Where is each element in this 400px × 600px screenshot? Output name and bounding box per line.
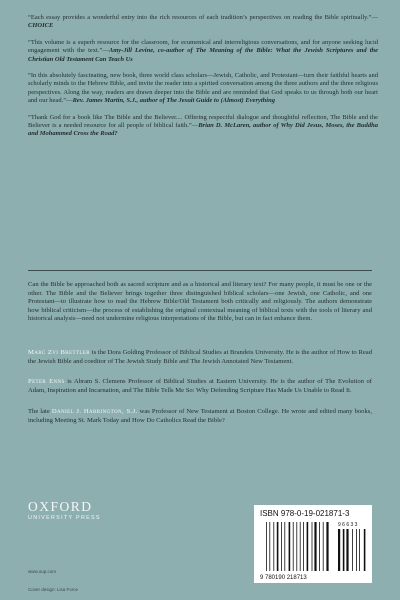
barcode-bar	[323, 522, 324, 571]
barcode-bar	[343, 529, 345, 571]
review-quote-4: “Thank God for a book like The Bible and the Believer.... Offering respectful dialogue and thoughtful reflection, The Bible and the Believer is a needed resource for all people of biblical faith.”—Brian D. McLaren, author of Why Did Jesus, Moses, the Buddha and Mohammed Cross the Road?	[28, 113, 378, 138]
author-name: Daniel J. Harrington, S.J.	[51, 408, 138, 415]
barcode-bar	[364, 529, 366, 571]
barcode-bar	[296, 522, 297, 571]
review-quote-3: “In this absolutely fascinating, new book, three world class scholars—Jewish, Catholic, and Protestant—turn their faithful hearts and scholarly minds to the Hebrew Bible, and invite the reader into a spirited conversation among the three authors and the three religious perspectives. Along the way, readers are drawn deeper into the Bible and are reminded that God speaks to us through both our heart and our head.”—Rev. James Martin, S.J., author of The Jesuit Guide to (Almost) Everything	[28, 72, 378, 105]
barcode-bar	[314, 522, 316, 571]
barcode-graphic	[260, 520, 366, 580]
section-divider	[28, 270, 372, 271]
barcode-bar	[346, 529, 348, 571]
barcode-addon-bars	[338, 529, 365, 571]
barcode-bar	[312, 522, 313, 571]
barcode-bar	[273, 522, 274, 571]
barcode-bar	[284, 522, 285, 571]
book-description: Can the Bible be approached both as sacred scripture and as a historical and literary text? For many people, it must be one or the other. The Bible and the Believer brings together three distinguished biblical scholars—one Jewish, one Catholic, and one Protestant—to illustrate how to read the Hebrew Bible/Old Testament both critically and religiously. The authors demonstrate how biblical criticism—the process of establishing the original contextual meaning of biblical texts with the tools of literary and historical analysis—need not undermine religious interpretations of the Bible, but can in fact enhance them.	[28, 281, 372, 323]
barcode-bar	[356, 529, 357, 571]
author-bio-2: Peter Enns is Abram S. Clemens Professor of Biblical Studies at Eastern University. He is the author of The Evolution of Adam, Inspiration and Incarnation, and The Bible Tells Me So: Why Defending Scripture Has Made Us Unable to Read It.	[28, 378, 372, 394]
barcode-bar	[338, 529, 340, 571]
review-source: Brian D. McLaren, author of Why Did Jesus, Moses, the Buddha and Mohammed Cross the Road?	[28, 122, 378, 138]
barcode-bar	[307, 522, 309, 571]
barcode-bar	[319, 522, 320, 571]
author-bio-1: Marc Zvi Brettler is the Dora Golding Professor of Biblical Studies at Brandeis University. He is the author of How to Read the Jewish Bible and coeditor of The Jewish Study Bible and The Jewish Annotated New Testament.	[28, 349, 372, 365]
isbn-barcode-box	[254, 505, 372, 583]
author-name: Marc Zvi Brettler	[28, 349, 91, 356]
barcode-bar	[303, 522, 304, 571]
review-quotes	[28, 14, 378, 147]
review-source: CHOICE	[28, 22, 54, 30]
barcode-bar	[277, 522, 279, 571]
barcode-bar	[293, 522, 294, 571]
publisher-logo	[28, 500, 118, 521]
barcode-bar	[266, 522, 267, 571]
barcode-bar	[326, 522, 328, 571]
publisher-name: OXFORD	[28, 499, 93, 514]
barcode-digits: 9 780190 218713	[260, 575, 307, 580]
author-name: Peter Enns	[28, 378, 65, 385]
author-bio-3: The late Daniel J. Harrington, S.J. was Professor of New Testament at Boston College. He wrote and edited many books, including Meeting St. Mark Today and How Do Catholics Read the Bible?	[28, 408, 372, 424]
barcode-bar	[300, 522, 301, 571]
barcode-bar	[352, 529, 353, 571]
barcode-bars	[266, 522, 329, 571]
barcode-bar	[269, 522, 270, 571]
publisher-subtitle: UNIVERSITY PRESS	[28, 515, 101, 521]
review-source: Rev. James Martin, S.J., author of The Jesuit Guide to (Almost) Everything	[72, 97, 275, 105]
cover-design-credit: Cover design: Lisa Force	[28, 587, 79, 592]
barcode-bar	[289, 522, 291, 571]
price-code: 9 6 6 3 3	[338, 522, 358, 528]
barcode-bar	[281, 522, 282, 571]
barcode-bar	[359, 529, 360, 571]
review-quote-2: “This volume is a superb resource for the classroom, for ecumenical and interreligious conversations, and for anyone seeking lucid engagement with the text.”—Amy-Jill Levine, co-author of The Meaning of the Bible: What the Jewish Scriptures and the Christian Old Testament Can Teach Us	[28, 38, 378, 63]
isbn-label: ISBN 978-0-19-021871-3	[260, 509, 350, 518]
review-source: Amy-Jill Levine, co-author of The Meaning of the Bible: What the Jewish Scriptures and the Christian Old Testament Can Teach Us	[28, 47, 378, 63]
review-quote-1: “Each essay provides a wonderful entry into the rich resources of each tradition’s perspectives on reading the Bible spiritually.”—CHOICE	[28, 14, 378, 30]
publisher-url: www.oup.com	[28, 569, 57, 574]
